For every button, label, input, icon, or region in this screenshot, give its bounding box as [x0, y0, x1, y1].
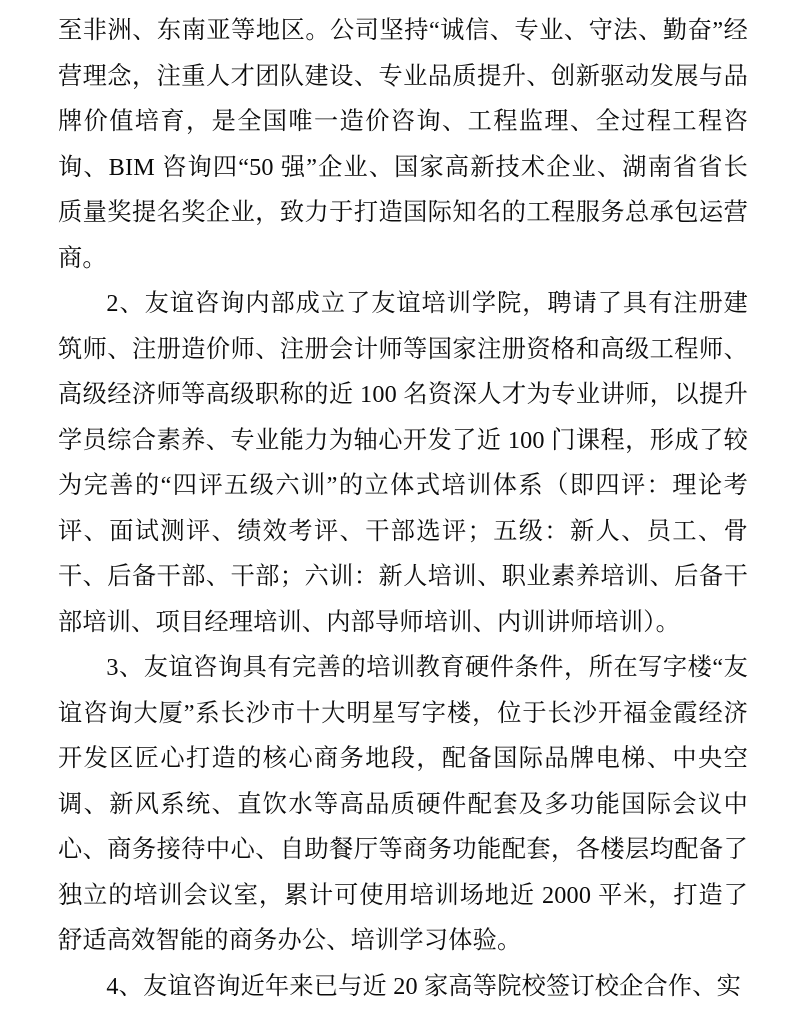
paragraph-item-4: 4、友谊咨询近年来已与近 20 家高等院校签订校企合作、实 — [58, 964, 748, 1009]
document-body — [58, 8, 748, 1009]
paragraph-continued: 至非洲、东南亚等地区。公司坚持“诚信、专业、守法、勤奋”经营理念，注重人才团队建设、专业品质提升、创新驱动发展与品牌价值培育，是全国唯一造价咨询、工程监理、全过程工程咨询、BIM 咨询四“50 强”企业、国家高新技术企业、湖南省省长质量奖提名奖企业，致力于打造国际知名的工程服务总承包运营商。 — [58, 8, 748, 281]
paragraph-item-3: 3、友谊咨询具有完善的培训教育硬件条件，所在写字楼“友谊咨询大厦”系长沙市十大明星写字楼，位于长沙开福金霞经济开发区匠心打造的核心商务地段，配备国际品牌电梯、中央空调、新风系统、直饮水等高品质硬件配套及多功能国际会议中心、商务接待中心、自助餐厅等商务功能配套，各楼层均配备了独立的培训会议室，累计可使用培训场地近 2000 平米，打造了舒适高效智能的商务办公、培训学习体验。 — [58, 645, 748, 964]
paragraph-item-2: 2、友谊咨询内部成立了友谊培训学院，聘请了具有注册建筑师、注册造价师、注册会计师等国家注册资格和高级工程师、高级经济师等高级职称的近 100 名资深人才为专业讲师，以提升学员综合素养、专业能力为轴心开发了近 100 门课程，形成了较为完善的“四评五级六训”的立体式培训体系（即四评：理论考评、面试测评、绩效考评、干部选评；五级：新人、员工、骨干、后备干部、干部；六训：新人培训、职业素养培训、后备干部培训、项目经理培训、内部导师培训、内训讲师培训）。 — [58, 281, 748, 645]
